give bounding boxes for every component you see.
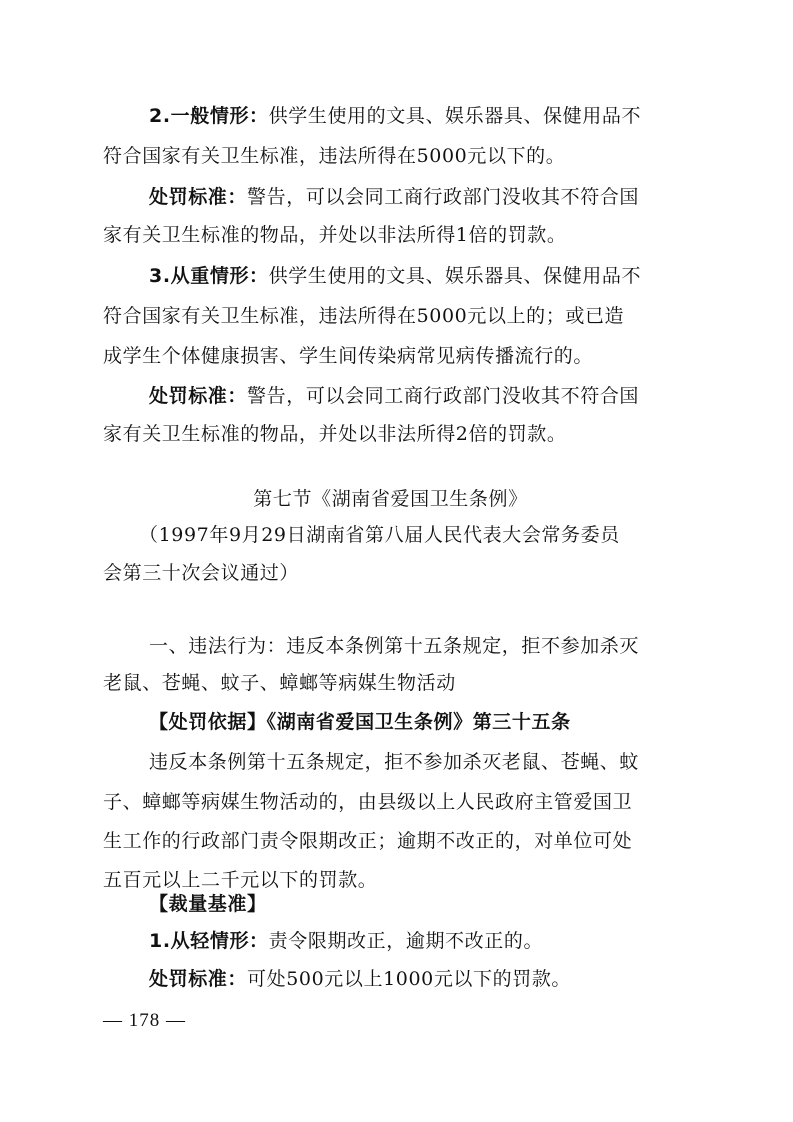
general-case-cont: 符合国家有关卫生标准，违法所得在5000元以下的。 [103, 145, 566, 167]
page-number: — 178 — [103, 1010, 186, 1031]
penalty-standard-1-heading: 处罚标准： [149, 186, 248, 208]
light-case-text: 责令限期改正，逾期不改正的。 [268, 930, 544, 952]
light-case-heading: 1.从轻情形： [149, 930, 269, 952]
discretion-heading: 【裁量基准】 [149, 893, 267, 915]
violation-line1: 一、违法行为：违反本条例第十五条规定，拒不参加杀灭 [149, 635, 640, 657]
penalty-standard-1-cont: 家有关卫生标准的物品，并处以非法所得1倍的罚款。 [103, 224, 567, 246]
section-title: 第七节《湖南省爱国卫生条例》 [253, 488, 528, 510]
severe-case-line [103, 257, 678, 295]
basis-line4: 五百元以上二千元以下的罚款。 [103, 869, 378, 891]
severe-case-cont2: 成学生个体健康损害、学生间传染病常见病传播流行的。 [103, 345, 594, 367]
penalty-standard-2-line [103, 377, 678, 415]
severe-case-cont: 符合国家有关卫生标准，违法所得在5000元以上的；或已造 [103, 305, 625, 327]
penalty-standard-2-text: 警告，可以会同工商行政部门没收其不符合国 [247, 385, 640, 407]
section-note-line1: （1997年9月29日湖南省第八届人民代表大会常务委员 [139, 524, 620, 546]
penalty-standard-2-heading: 处罚标准： [149, 385, 248, 407]
penalty-basis-heading: 【处罚依据】《湖南省爱国卫生条例》第三十五条 [149, 711, 571, 733]
section-note-line2: 会第三十次会议通过） [103, 562, 300, 584]
general-case-heading: 2.一般情形： [149, 105, 269, 127]
basis-line2: 子、蟑螂等病媒生物活动的，由县级以上人民政府主管爱国卫 [103, 791, 633, 813]
penalty-standard-3-heading: 处罚标准： [149, 968, 248, 990]
penalty-standard-3-line [103, 960, 678, 998]
penalty-standard-1-line [103, 178, 678, 216]
violation-line2: 老鼠、苍蝇、蚊子、蟑螂等病媒生物活动 [103, 672, 456, 694]
general-case-line [103, 97, 678, 135]
penalty-standard-1-text: 警告，可以会同工商行政部门没收其不符合国 [247, 186, 640, 208]
penalty-standard-3-text: 可处500元以上1000元以下的罚款。 [247, 968, 572, 990]
penalty-standard-2-cont: 家有关卫生标准的物品，并处以非法所得2倍的罚款。 [103, 423, 567, 445]
light-case-line [103, 922, 678, 960]
basis-line3: 生工作的行政部门责令限期改正；逾期不改正的，对单位可处 [103, 830, 633, 852]
basis-line1: 违反本条例第十五条规定，拒不参加杀灭老鼠、苍蝇、蚊 [149, 751, 640, 773]
general-case-text: 供学生使用的文具、娱乐器具、保健用品不 [268, 105, 642, 127]
severe-case-text: 供学生使用的文具、娱乐器具、保健用品不 [268, 265, 642, 287]
severe-case-heading: 3.从重情形： [149, 265, 269, 287]
